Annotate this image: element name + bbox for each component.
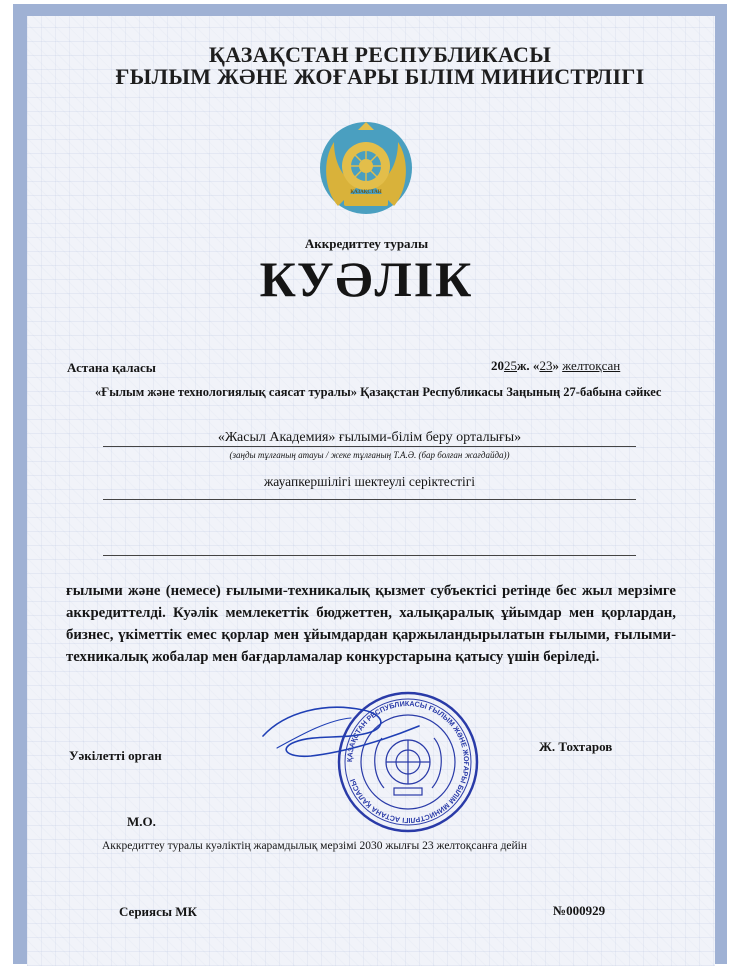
signer-name: Ж. Тохтаров <box>539 739 613 754</box>
accreditation-body-text: ғылыми және (немесе) ғылыми-техникалық қызмет субъектісі ретінде бес жыл мерзімге аккредиттелді. Куәлік мемлекеттік бюджеттен, халықаралық ұйымдар мен қорлардан, бизнес, үкіметтік емес қорлар мен ұйымдардан қаржыландырылатын ғылыми, ғылыми-техникалық жобалар мен бағдарламалар конкурстарына қатысу үшін беріледі. <box>66 583 676 665</box>
state-emblem-icon <box>318 120 414 220</box>
certificate-subtitle: Аккредиттеу туралы <box>304 236 429 251</box>
divider-line <box>103 555 636 556</box>
date-day-close: » <box>552 358 559 373</box>
issue-date <box>491 358 620 374</box>
validity-text: Аккредиттеу туралы куәліктің жарамдылық мерзімі 2030 жылғы 23 желтоқсанға дейін <box>102 840 528 852</box>
divider-line <box>103 499 636 500</box>
certificate-title: КУӘЛІК <box>259 251 474 307</box>
date-month: желтоқсан <box>562 358 621 373</box>
date-year-mark: ж. « <box>517 358 540 373</box>
header-line-1: ҚАЗАҚСТАН РЕСПУБЛИКАСЫ <box>208 42 552 67</box>
law-reference: «Ғылым және технологиялық саясат туралы» Қазақстан Республикасы Заңының 27-бабына сәйкес <box>95 385 662 399</box>
series-label: Сериясы МК <box>119 904 197 919</box>
seal-place-label: М.О. <box>127 814 156 829</box>
signature-icon <box>255 690 425 770</box>
authority-label: Уәкілетті орган <box>69 748 162 763</box>
date-year-suffix: 25 <box>504 358 517 373</box>
issue-city: Астана қаласы <box>67 360 156 375</box>
date-year-prefix: 20 <box>491 358 504 373</box>
organization-name-line-2: жауапкершілігі шектеулі серіктестігі <box>263 474 476 489</box>
stamp-text: ҚАЗАҚСТАН РЕСПУБЛИКАСЫ ҒЫЛЫМ ЖӘНЕ ЖОҒАРЫ БІЛІМ МИНИСТРЛІГІ АСТАНА ҚАЛАСЫ <box>344 698 472 826</box>
divider-line <box>103 446 636 447</box>
header-line-2: ҒЫЛЫМ ЖӘНЕ ЖОҒАРЫ БІЛІМ МИНИСТРЛІГІ <box>115 64 645 89</box>
organization-hint: (заңды тұлғаның атауы / жеке тұлғаның Т.А.Ә. (бар болған жағдайда)) <box>229 450 510 460</box>
date-day: 23 <box>539 358 553 373</box>
emblem-label: ҚАЗАҚСТАН <box>350 190 382 195</box>
organization-name-line-1: «Жасыл Академия» ғылыми-білім беру орталығы» <box>217 430 522 445</box>
certificate-number: №000929 <box>553 903 606 918</box>
